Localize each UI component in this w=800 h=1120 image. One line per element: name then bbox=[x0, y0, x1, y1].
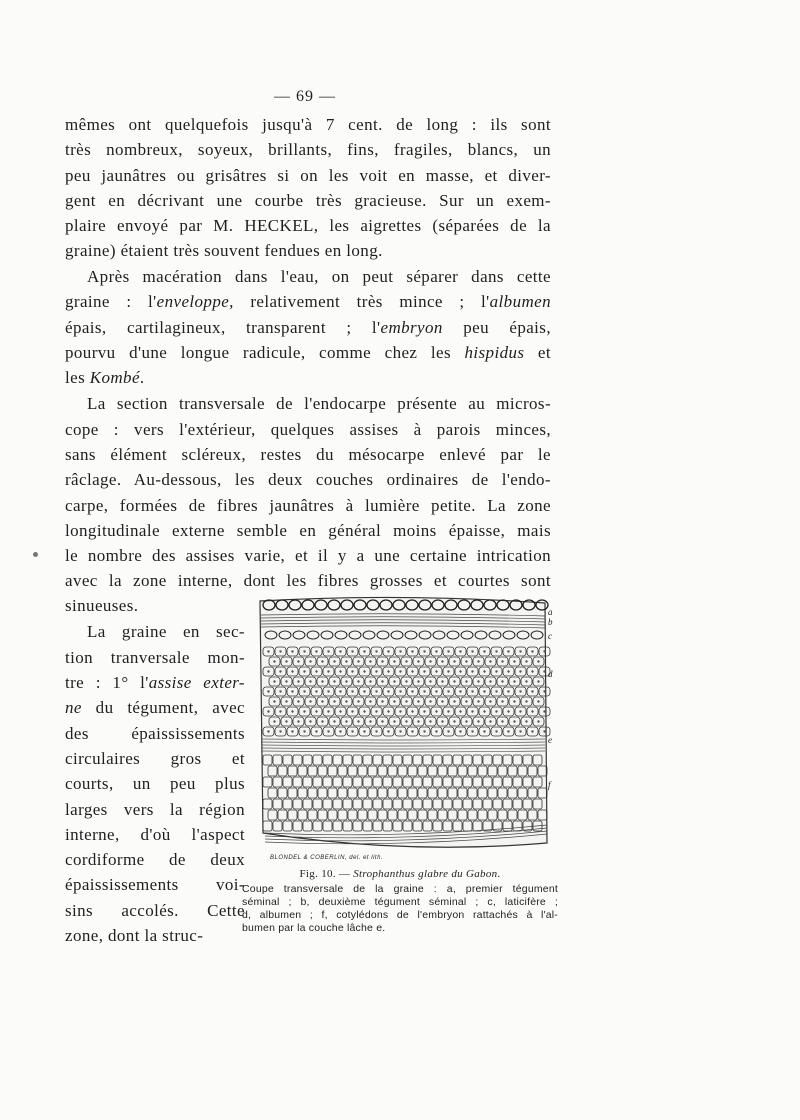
albumen-nucleus bbox=[513, 680, 515, 682]
layer-label-a: a bbox=[548, 607, 553, 617]
albumen-nucleus bbox=[495, 710, 497, 712]
albumen-nucleus bbox=[315, 730, 317, 732]
albumen-nucleus bbox=[489, 660, 491, 662]
page-number: — 69 — bbox=[274, 88, 336, 105]
albumen-nucleus bbox=[477, 680, 479, 682]
text-line: les Kombé. bbox=[65, 368, 145, 387]
text-line: plaire envoyé par M. HECKEL, les aigrettes (séparées de la bbox=[65, 216, 551, 235]
text-line: très nombreux, soyeux, brillants, fins, fragiles, blancs, un bbox=[65, 140, 551, 159]
albumen-nucleus bbox=[471, 710, 473, 712]
albumen-nucleus bbox=[351, 650, 353, 652]
albumen-nucleus bbox=[321, 660, 323, 662]
albumen-nucleus bbox=[315, 670, 317, 672]
albumen-nucleus bbox=[267, 730, 269, 732]
albumen-nucleus bbox=[387, 650, 389, 652]
albumen-nucleus bbox=[303, 650, 305, 652]
albumen-nucleus bbox=[405, 700, 407, 702]
albumen-nucleus bbox=[393, 720, 395, 722]
albumen-nucleus bbox=[339, 670, 341, 672]
albumen-nucleus bbox=[417, 700, 419, 702]
albumen-nucleus bbox=[399, 670, 401, 672]
albumen-nucleus bbox=[447, 670, 449, 672]
albumen-nucleus bbox=[357, 660, 359, 662]
albumen-nucleus bbox=[447, 710, 449, 712]
albumen-nucleus bbox=[291, 690, 293, 692]
albumen-nucleus bbox=[459, 650, 461, 652]
text-line: Après macération dans l'eau, on peut séparer dans cette bbox=[87, 267, 551, 286]
albumen-nucleus bbox=[381, 680, 383, 682]
figure-caption-line: bumen par la couche lâche e. bbox=[242, 922, 386, 934]
text-line: sinueuses. bbox=[65, 596, 139, 615]
albumen-nucleus bbox=[339, 690, 341, 692]
albumen-nucleus bbox=[525, 720, 527, 722]
text-line: sans élément scléreux, restes du mésocarpe enlevé par le bbox=[65, 445, 551, 464]
albumen-nucleus bbox=[543, 730, 545, 732]
albumen-nucleus bbox=[327, 710, 329, 712]
text-line: ne du tégument, avec bbox=[65, 698, 245, 717]
albumen-nucleus bbox=[411, 650, 413, 652]
albumen-nucleus bbox=[483, 650, 485, 652]
albumen-nucleus bbox=[471, 690, 473, 692]
albumen-nucleus bbox=[333, 700, 335, 702]
albumen-nucleus bbox=[291, 670, 293, 672]
albumen-nucleus bbox=[327, 650, 329, 652]
albumen-nucleus bbox=[435, 670, 437, 672]
albumen-nucleus bbox=[381, 720, 383, 722]
albumen-nucleus bbox=[363, 650, 365, 652]
text-line: des épaississements bbox=[65, 724, 245, 743]
albumen-nucleus bbox=[267, 690, 269, 692]
albumen-nucleus bbox=[267, 650, 269, 652]
albumen-nucleus bbox=[375, 690, 377, 692]
albumen-nucleus bbox=[387, 670, 389, 672]
albumen-nucleus bbox=[507, 670, 509, 672]
albumen-nucleus bbox=[351, 670, 353, 672]
albumen-nucleus bbox=[441, 700, 443, 702]
albumen-nucleus bbox=[309, 680, 311, 682]
albumen-nucleus bbox=[405, 720, 407, 722]
albumen-nucleus bbox=[519, 690, 521, 692]
albumen-nucleus bbox=[363, 710, 365, 712]
albumen-nucleus bbox=[429, 700, 431, 702]
text-line: circulaires gros et bbox=[65, 749, 245, 768]
albumen-nucleus bbox=[465, 720, 467, 722]
albumen-nucleus bbox=[351, 730, 353, 732]
albumen-nucleus bbox=[369, 700, 371, 702]
albumen-nucleus bbox=[465, 700, 467, 702]
text-line: cordiforme de deux bbox=[65, 850, 245, 869]
albumen-nucleus bbox=[435, 730, 437, 732]
albumen-nucleus bbox=[303, 670, 305, 672]
albumen-nucleus bbox=[351, 690, 353, 692]
albumen-nucleus bbox=[285, 680, 287, 682]
albumen-nucleus bbox=[543, 690, 545, 692]
albumen-nucleus bbox=[399, 690, 401, 692]
albumen-nucleus bbox=[405, 680, 407, 682]
albumen-nucleus bbox=[285, 720, 287, 722]
text-line: graine : l'enveloppe, relativement très mince ; l'albumen bbox=[65, 292, 551, 311]
albumen-nucleus bbox=[279, 650, 281, 652]
albumen-nucleus bbox=[417, 660, 419, 662]
albumen-nucleus bbox=[507, 650, 509, 652]
albumen-nucleus bbox=[297, 680, 299, 682]
albumen-nucleus bbox=[297, 700, 299, 702]
layer-label-b: b bbox=[548, 617, 553, 627]
text-line: tion tranversale mon- bbox=[65, 648, 245, 667]
albumen-nucleus bbox=[501, 660, 503, 662]
albumen-nucleus bbox=[453, 720, 455, 722]
albumen-nucleus bbox=[279, 690, 281, 692]
albumen-nucleus bbox=[279, 710, 281, 712]
albumen-nucleus bbox=[267, 710, 269, 712]
layer-label-c: c bbox=[548, 631, 552, 641]
albumen-nucleus bbox=[339, 710, 341, 712]
albumen-nucleus bbox=[423, 670, 425, 672]
text-line: peu jaunâtres ou grisâtres si on les voit en masse, et diver- bbox=[65, 166, 551, 185]
albumen-nucleus bbox=[411, 730, 413, 732]
albumen-nucleus bbox=[333, 660, 335, 662]
albumen-nucleus bbox=[429, 660, 431, 662]
albumen-nucleus bbox=[285, 660, 287, 662]
text-line: épais, cartilagineux, transparent ; l'embryon peu épais, bbox=[65, 318, 551, 337]
albumen-nucleus bbox=[363, 730, 365, 732]
albumen-nucleus bbox=[507, 690, 509, 692]
albumen-nucleus bbox=[315, 650, 317, 652]
albumen-nucleus bbox=[333, 720, 335, 722]
text-line: La graine en sec- bbox=[87, 622, 245, 641]
albumen-nucleus bbox=[399, 730, 401, 732]
albumen-nucleus bbox=[471, 670, 473, 672]
albumen-nucleus bbox=[363, 690, 365, 692]
lithographer-credit: BLONDEL & COBERLIN, del. et lith. bbox=[270, 855, 384, 861]
albumen-nucleus bbox=[303, 730, 305, 732]
albumen-nucleus bbox=[519, 670, 521, 672]
albumen-nucleus bbox=[543, 650, 545, 652]
albumen-nucleus bbox=[441, 720, 443, 722]
albumen-nucleus bbox=[327, 670, 329, 672]
albumen-nucleus bbox=[513, 720, 515, 722]
albumen-nucleus bbox=[447, 730, 449, 732]
albumen-nucleus bbox=[483, 710, 485, 712]
albumen-nucleus bbox=[351, 710, 353, 712]
albumen-nucleus bbox=[387, 710, 389, 712]
albumen-nucleus bbox=[495, 690, 497, 692]
text-line: le nombre des assises varie, et il y a une certaine intrication bbox=[65, 546, 551, 565]
albumen-nucleus bbox=[471, 730, 473, 732]
layer-label-e: e bbox=[548, 735, 552, 745]
albumen-nucleus bbox=[297, 660, 299, 662]
albumen-nucleus bbox=[519, 730, 521, 732]
albumen-nucleus bbox=[441, 680, 443, 682]
text-line: graine) étaient très souvent fendues en long. bbox=[65, 241, 383, 260]
albumen-nucleus bbox=[501, 700, 503, 702]
albumen-nucleus bbox=[387, 690, 389, 692]
albumen-nucleus bbox=[399, 650, 401, 652]
text-line: mêmes ont quelquefois jusqu'à 7 cent. de long : ils sont bbox=[65, 115, 551, 134]
albumen-nucleus bbox=[531, 690, 533, 692]
albumen-nucleus bbox=[471, 650, 473, 652]
text-line: zone, dont la struc- bbox=[65, 926, 204, 945]
layer-label-f: f bbox=[548, 780, 551, 790]
albumen-nucleus bbox=[483, 690, 485, 692]
text-line: carpe, formées de fibres jaunâtres à lumière petite. La zone bbox=[65, 496, 551, 515]
albumen-nucleus bbox=[375, 670, 377, 672]
albumen-nucleus bbox=[339, 730, 341, 732]
albumen-nucleus bbox=[291, 710, 293, 712]
albumen-nucleus bbox=[525, 660, 527, 662]
text-line: avec la zone interne, dont les fibres grosses et courtes sont bbox=[65, 571, 551, 590]
albumen-nucleus bbox=[315, 710, 317, 712]
albumen-nucleus bbox=[477, 720, 479, 722]
text-line: tre : 1° l'assise exter- bbox=[65, 673, 245, 692]
albumen-nucleus bbox=[363, 670, 365, 672]
albumen-nucleus bbox=[411, 710, 413, 712]
albumen-nucleus bbox=[417, 720, 419, 722]
albumen-nucleus bbox=[273, 700, 275, 702]
albumen-nucleus bbox=[369, 720, 371, 722]
albumen-nucleus bbox=[423, 690, 425, 692]
albumen-nucleus bbox=[375, 650, 377, 652]
albumen-nucleus bbox=[273, 720, 275, 722]
albumen-nucleus bbox=[519, 650, 521, 652]
albumen-nucleus bbox=[321, 680, 323, 682]
albumen-nucleus bbox=[273, 660, 275, 662]
albumen-nucleus bbox=[357, 720, 359, 722]
text-line: pourvu d'une longue radicule, comme chez les hispidus et bbox=[65, 343, 552, 362]
albumen-nucleus bbox=[513, 660, 515, 662]
figure-caption-line: Coupe transversale de la graine : a, premier tégument bbox=[242, 883, 558, 895]
figure-caption-line: séminal ; b, deuxième tégument séminal ; c, laticifère ; bbox=[242, 896, 558, 908]
albumen-nucleus bbox=[465, 660, 467, 662]
albumen-nucleus bbox=[489, 680, 491, 682]
albumen-nucleus bbox=[369, 660, 371, 662]
albumen-nucleus bbox=[501, 720, 503, 722]
albumen-nucleus bbox=[435, 650, 437, 652]
albumen-nucleus bbox=[405, 660, 407, 662]
albumen-nucleus bbox=[537, 720, 539, 722]
albumen-nucleus bbox=[321, 720, 323, 722]
albumen-nucleus bbox=[531, 670, 533, 672]
albumen-nucleus bbox=[345, 700, 347, 702]
albumen-nucleus bbox=[453, 680, 455, 682]
text-line: sins accolés. Cette bbox=[65, 901, 245, 920]
albumen-nucleus bbox=[537, 700, 539, 702]
albumen-nucleus bbox=[291, 650, 293, 652]
albumen-nucleus bbox=[477, 700, 479, 702]
albumen-nucleus bbox=[423, 650, 425, 652]
albumen-nucleus bbox=[489, 700, 491, 702]
albumen-nucleus bbox=[393, 660, 395, 662]
albumen-nucleus bbox=[531, 650, 533, 652]
albumen-nucleus bbox=[327, 690, 329, 692]
albumen-nucleus bbox=[495, 730, 497, 732]
albumen-nucleus bbox=[327, 730, 329, 732]
albumen-nucleus bbox=[321, 700, 323, 702]
figure-caption-line: d, albumen ; f, cotylédons de l'embryon rattachés à l'al- bbox=[242, 909, 558, 921]
albumen-nucleus bbox=[531, 710, 533, 712]
albumen-nucleus bbox=[543, 670, 545, 672]
albumen-nucleus bbox=[525, 680, 527, 682]
albumen-nucleus bbox=[393, 700, 395, 702]
albumen-nucleus bbox=[435, 710, 437, 712]
text-line: La section transversale de l'endocarpe présente au micros- bbox=[87, 394, 551, 413]
albumen-nucleus bbox=[309, 660, 311, 662]
albumen-nucleus bbox=[495, 650, 497, 652]
albumen-nucleus bbox=[381, 660, 383, 662]
albumen-nucleus bbox=[441, 660, 443, 662]
albumen-nucleus bbox=[345, 720, 347, 722]
albumen-nucleus bbox=[399, 710, 401, 712]
albumen-nucleus bbox=[357, 680, 359, 682]
text-line: râclage. Au-dessous, les deux couches ordinaires de l'endo- bbox=[65, 470, 551, 489]
albumen-nucleus bbox=[411, 690, 413, 692]
albumen-nucleus bbox=[393, 680, 395, 682]
albumen-nucleus bbox=[429, 720, 431, 722]
albumen-nucleus bbox=[459, 710, 461, 712]
albumen-nucleus bbox=[429, 680, 431, 682]
albumen-nucleus bbox=[447, 690, 449, 692]
albumen-nucleus bbox=[447, 650, 449, 652]
text-line: longitudinale externe semble en général moins épaisse, mais bbox=[65, 521, 551, 540]
text-line: épaississements voi- bbox=[65, 875, 245, 894]
albumen-nucleus bbox=[369, 680, 371, 682]
albumen-nucleus bbox=[423, 730, 425, 732]
layer-label-d: d bbox=[548, 669, 553, 679]
albumen-nucleus bbox=[357, 700, 359, 702]
text-line: interne, d'où l'aspect bbox=[65, 825, 245, 844]
albumen-nucleus bbox=[345, 660, 347, 662]
albumen-nucleus bbox=[345, 680, 347, 682]
text-line: larges vers la région bbox=[65, 800, 245, 819]
albumen-nucleus bbox=[435, 690, 437, 692]
albumen-nucleus bbox=[477, 660, 479, 662]
albumen-nucleus bbox=[453, 700, 455, 702]
albumen-nucleus bbox=[501, 680, 503, 682]
albumen-nucleus bbox=[423, 710, 425, 712]
albumen-nucleus bbox=[297, 720, 299, 722]
albumen-nucleus bbox=[375, 710, 377, 712]
albumen-nucleus bbox=[537, 680, 539, 682]
albumen-nucleus bbox=[507, 730, 509, 732]
albumen-nucleus bbox=[459, 670, 461, 672]
albumen-nucleus bbox=[411, 670, 413, 672]
albumen-nucleus bbox=[267, 670, 269, 672]
seed-section-illustration bbox=[255, 593, 555, 860]
albumen-nucleus bbox=[309, 720, 311, 722]
margin-mark bbox=[33, 552, 38, 557]
albumen-nucleus bbox=[381, 700, 383, 702]
albumen-nucleus bbox=[315, 690, 317, 692]
albumen-nucleus bbox=[309, 700, 311, 702]
albumen-nucleus bbox=[417, 680, 419, 682]
figure-caption-title: Fig. 10. — Strophanthus glabre du Gabon. bbox=[299, 868, 501, 880]
text-line: cope : vers l'extérieur, quelques assises à parois minces, bbox=[65, 420, 551, 439]
text-line: gent en décrivant une courbe très gracieuse. Sur un exem- bbox=[65, 191, 551, 210]
albumen-nucleus bbox=[387, 730, 389, 732]
albumen-nucleus bbox=[483, 670, 485, 672]
albumen-nucleus bbox=[465, 680, 467, 682]
albumen-nucleus bbox=[513, 700, 515, 702]
albumen-nucleus bbox=[291, 730, 293, 732]
albumen-nucleus bbox=[483, 730, 485, 732]
albumen-nucleus bbox=[459, 690, 461, 692]
albumen-nucleus bbox=[459, 730, 461, 732]
albumen-nucleus bbox=[285, 700, 287, 702]
albumen-nucleus bbox=[537, 660, 539, 662]
albumen-nucleus bbox=[333, 680, 335, 682]
albumen-nucleus bbox=[507, 710, 509, 712]
albumen-nucleus bbox=[303, 710, 305, 712]
albumen-nucleus bbox=[489, 720, 491, 722]
albumen-nucleus bbox=[273, 680, 275, 682]
albumen-nucleus bbox=[531, 730, 533, 732]
albumen-nucleus bbox=[339, 650, 341, 652]
albumen-nucleus bbox=[375, 730, 377, 732]
albumen-nucleus bbox=[525, 700, 527, 702]
text-line: courts, un peu plus bbox=[65, 774, 245, 793]
albumen-nucleus bbox=[519, 710, 521, 712]
albumen-nucleus bbox=[495, 670, 497, 672]
albumen-nucleus bbox=[279, 670, 281, 672]
albumen-nucleus bbox=[543, 710, 545, 712]
albumen-nucleus bbox=[303, 690, 305, 692]
albumen-nucleus bbox=[453, 660, 455, 662]
albumen-nucleus bbox=[279, 730, 281, 732]
